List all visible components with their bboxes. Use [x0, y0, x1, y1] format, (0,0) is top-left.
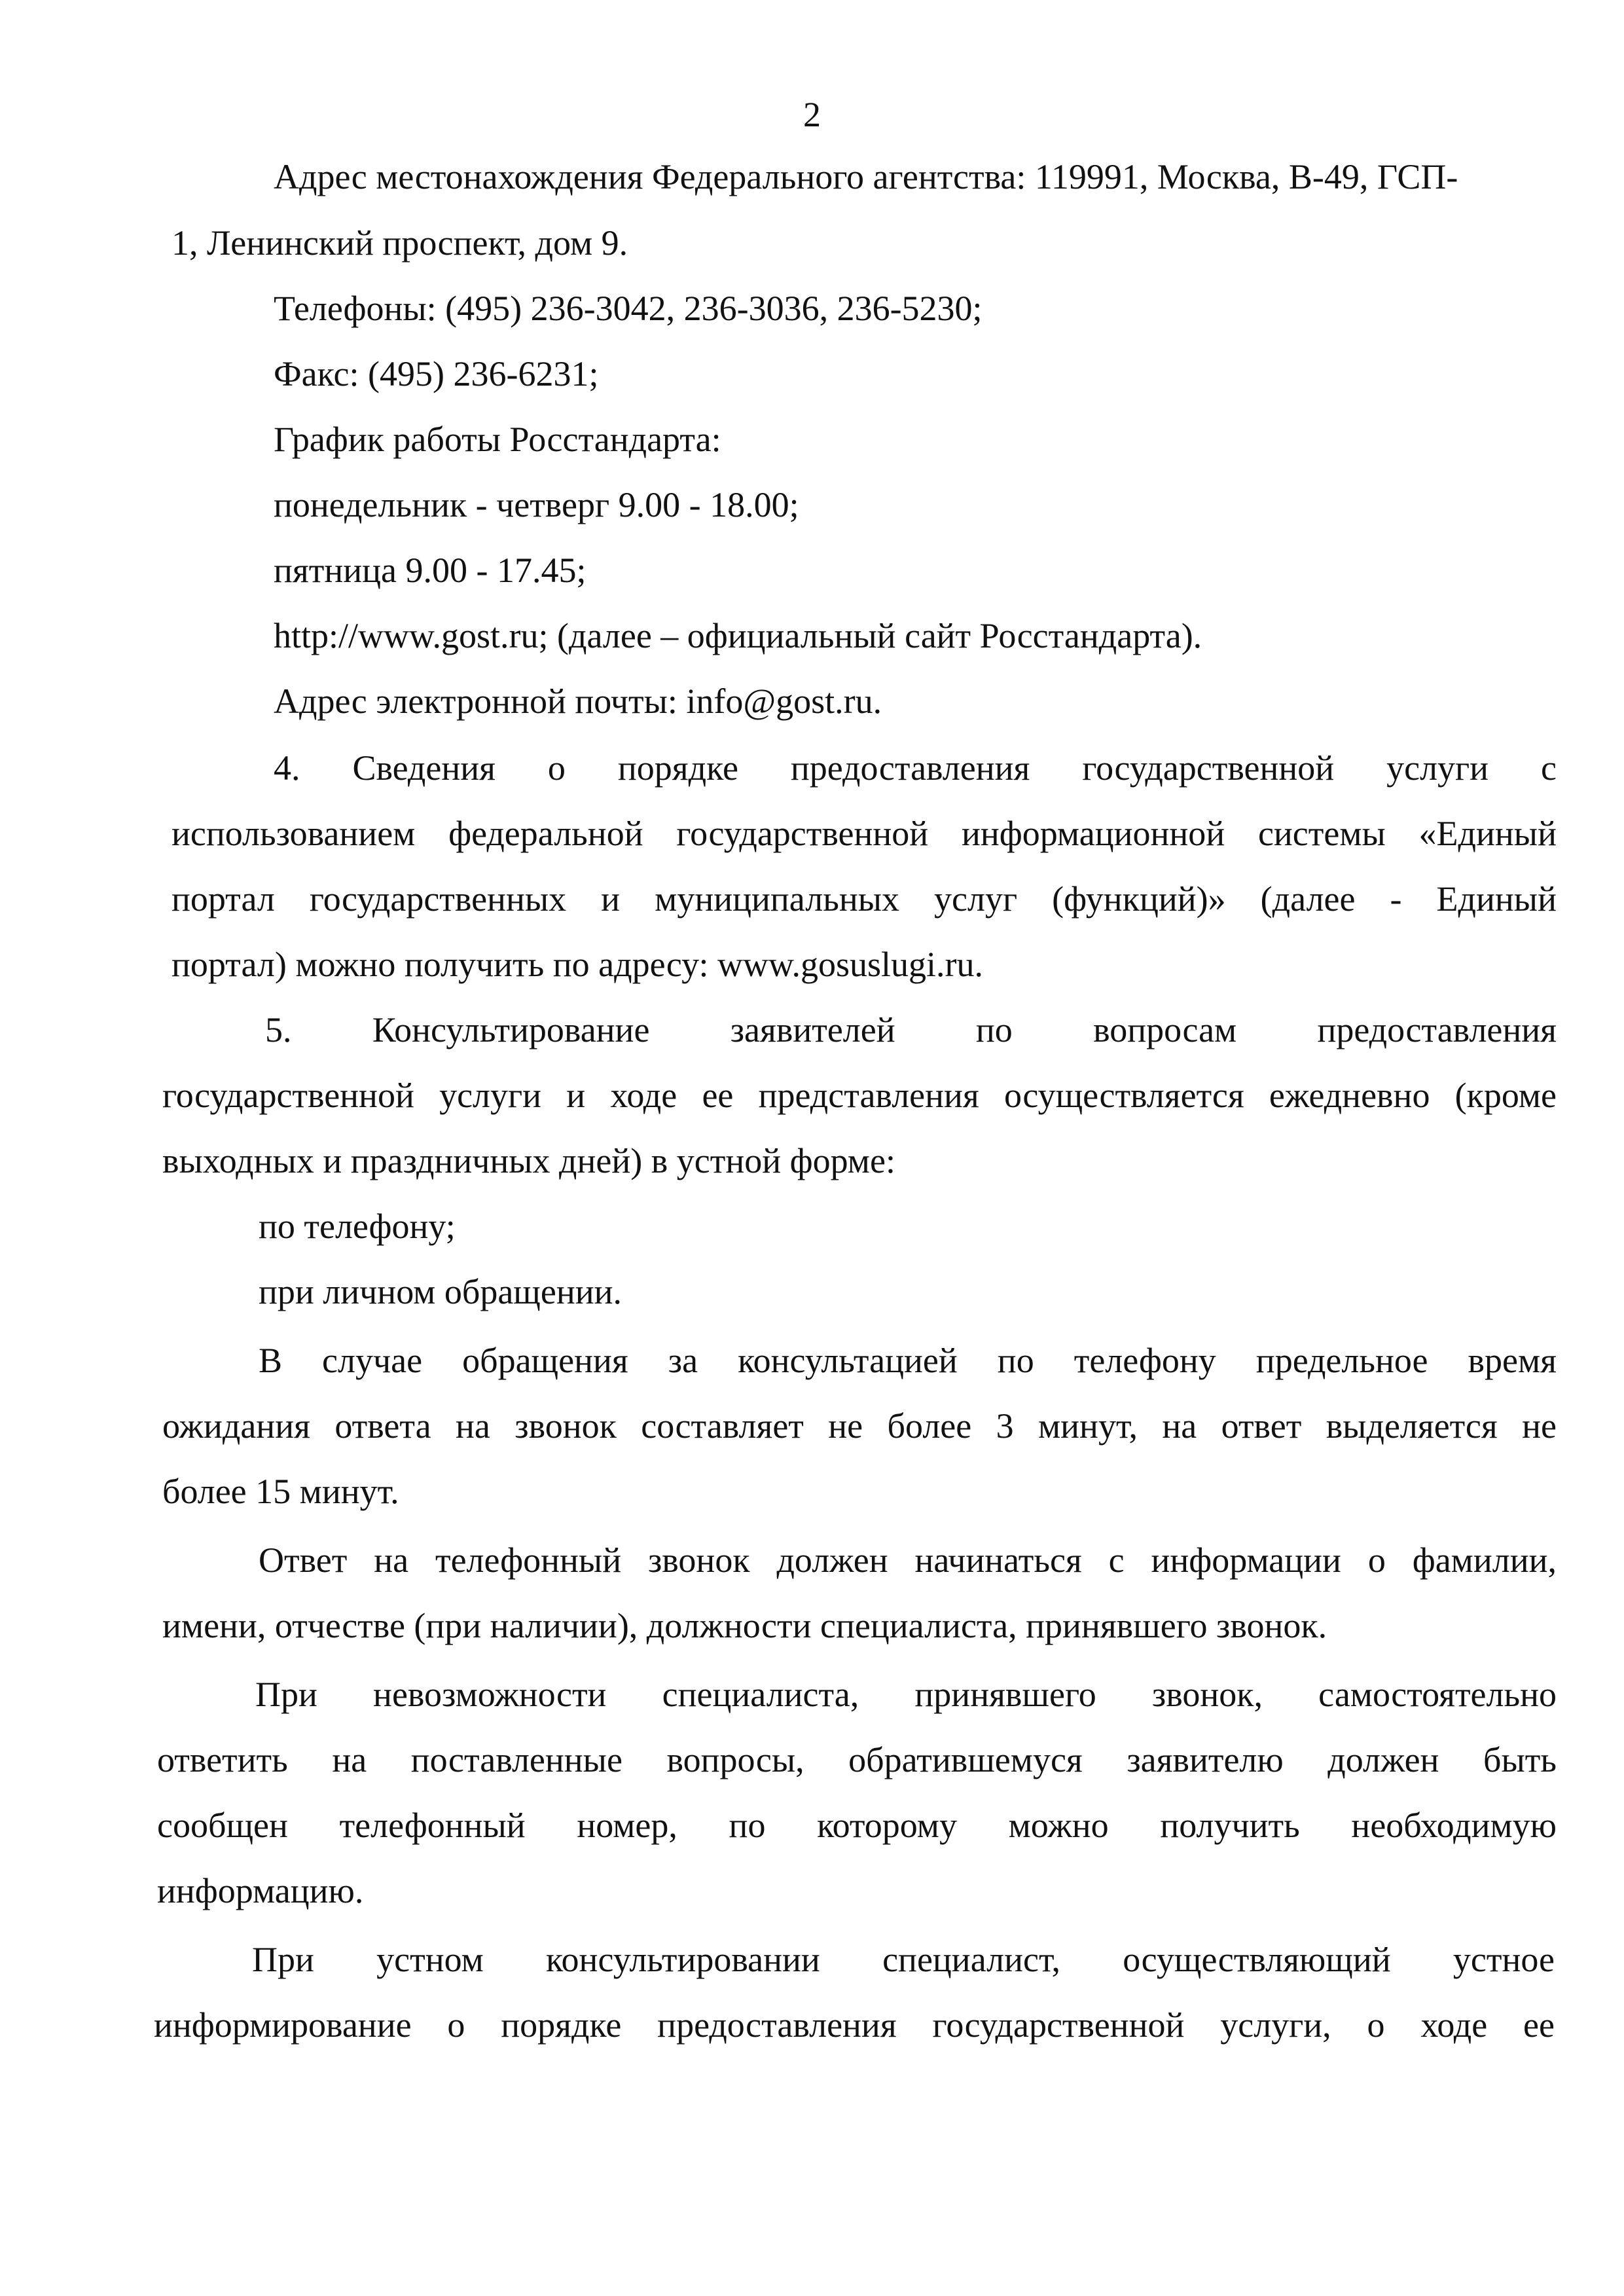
schedule-fri: пятница 9.00 - 17.45; — [274, 551, 586, 590]
oral-line-1: При устном консультировании специалист, осуществляющий устное — [252, 1940, 1555, 1979]
section4-line-3: портал государственных и муниципальных услуг (функций)» (далее - Единый — [171, 879, 1557, 919]
phone-wait-line-1: В случае обращения за консультацией по телефону предельное время — [259, 1341, 1557, 1380]
oral-line-2: информирование о порядке предоставления государственной услуги, о ходе ее — [154, 2005, 1555, 2045]
phones-line: Телефоны: (495) 236-3042, 236-3036, 236-5230; — [274, 289, 983, 328]
section5-item-phone: по телефону; — [259, 1207, 456, 1246]
section5-line-3: выходных и праздничных дней) в устной форме: — [162, 1141, 895, 1180]
schedule-title: График работы Росстандарта: — [274, 420, 721, 459]
impossible-line-1: При невозможности специалиста, принявшего звонок, самостоятельно — [255, 1675, 1557, 1714]
website-line: http://www.gost.ru; (далее – официальный сайт Росстандарта). — [274, 616, 1202, 655]
impossible-line-2: ответить на поставленные вопросы, обратившемуся заявителю должен быть — [157, 1740, 1557, 1779]
phone-wait-line-2: ожидания ответа на звонок составляет не более 3 минут, на ответ выделяется не — [162, 1406, 1557, 1446]
phone-wait-line-3: более 15 минут. — [162, 1472, 399, 1511]
page-number: 2 — [803, 95, 821, 134]
address-line-1: Адрес местонахождения Федерального агентства: 119991, Москва, В-49, ГСП- — [274, 157, 1458, 196]
section5-line-1: 5. Консультирование заявителей по вопросам предоставления — [265, 1010, 1557, 1049]
section4-line-2: использованием федеральной государственной информационной системы «Единый — [171, 814, 1557, 853]
section4-line-1: 4. Сведения о порядке предоставления государственной услуги с — [274, 748, 1557, 788]
address-line-2: 1, Ленинский проспект, дом 9. — [171, 223, 628, 263]
email-line: Адрес электронной почты: info@gost.ru. — [274, 682, 882, 721]
fax-line: Факс: (495) 236-6231; — [274, 354, 599, 393]
answer-line-1: Ответ на телефонный звонок должен начинаться с информации о фамилии, — [259, 1540, 1557, 1580]
impossible-line-4: информацию. — [157, 1871, 364, 1910]
section5-item-personal: при личном обращении. — [259, 1272, 623, 1311]
answer-line-2: имени, отчестве (при наличии), должности специалиста, принявшего звонок. — [162, 1606, 1327, 1645]
section4-line-4: портал) можно получить по адресу: www.gosuslugi.ru. — [171, 945, 983, 984]
schedule-mon-thu: понедельник - четверг 9.00 - 18.00; — [274, 485, 799, 524]
section5-line-2: государственной услуги и ходе ее представления осуществляется ежедневно (кроме — [162, 1076, 1557, 1115]
impossible-line-3: сообщен телефонный номер, по которому можно получить необходимую — [157, 1806, 1557, 1845]
